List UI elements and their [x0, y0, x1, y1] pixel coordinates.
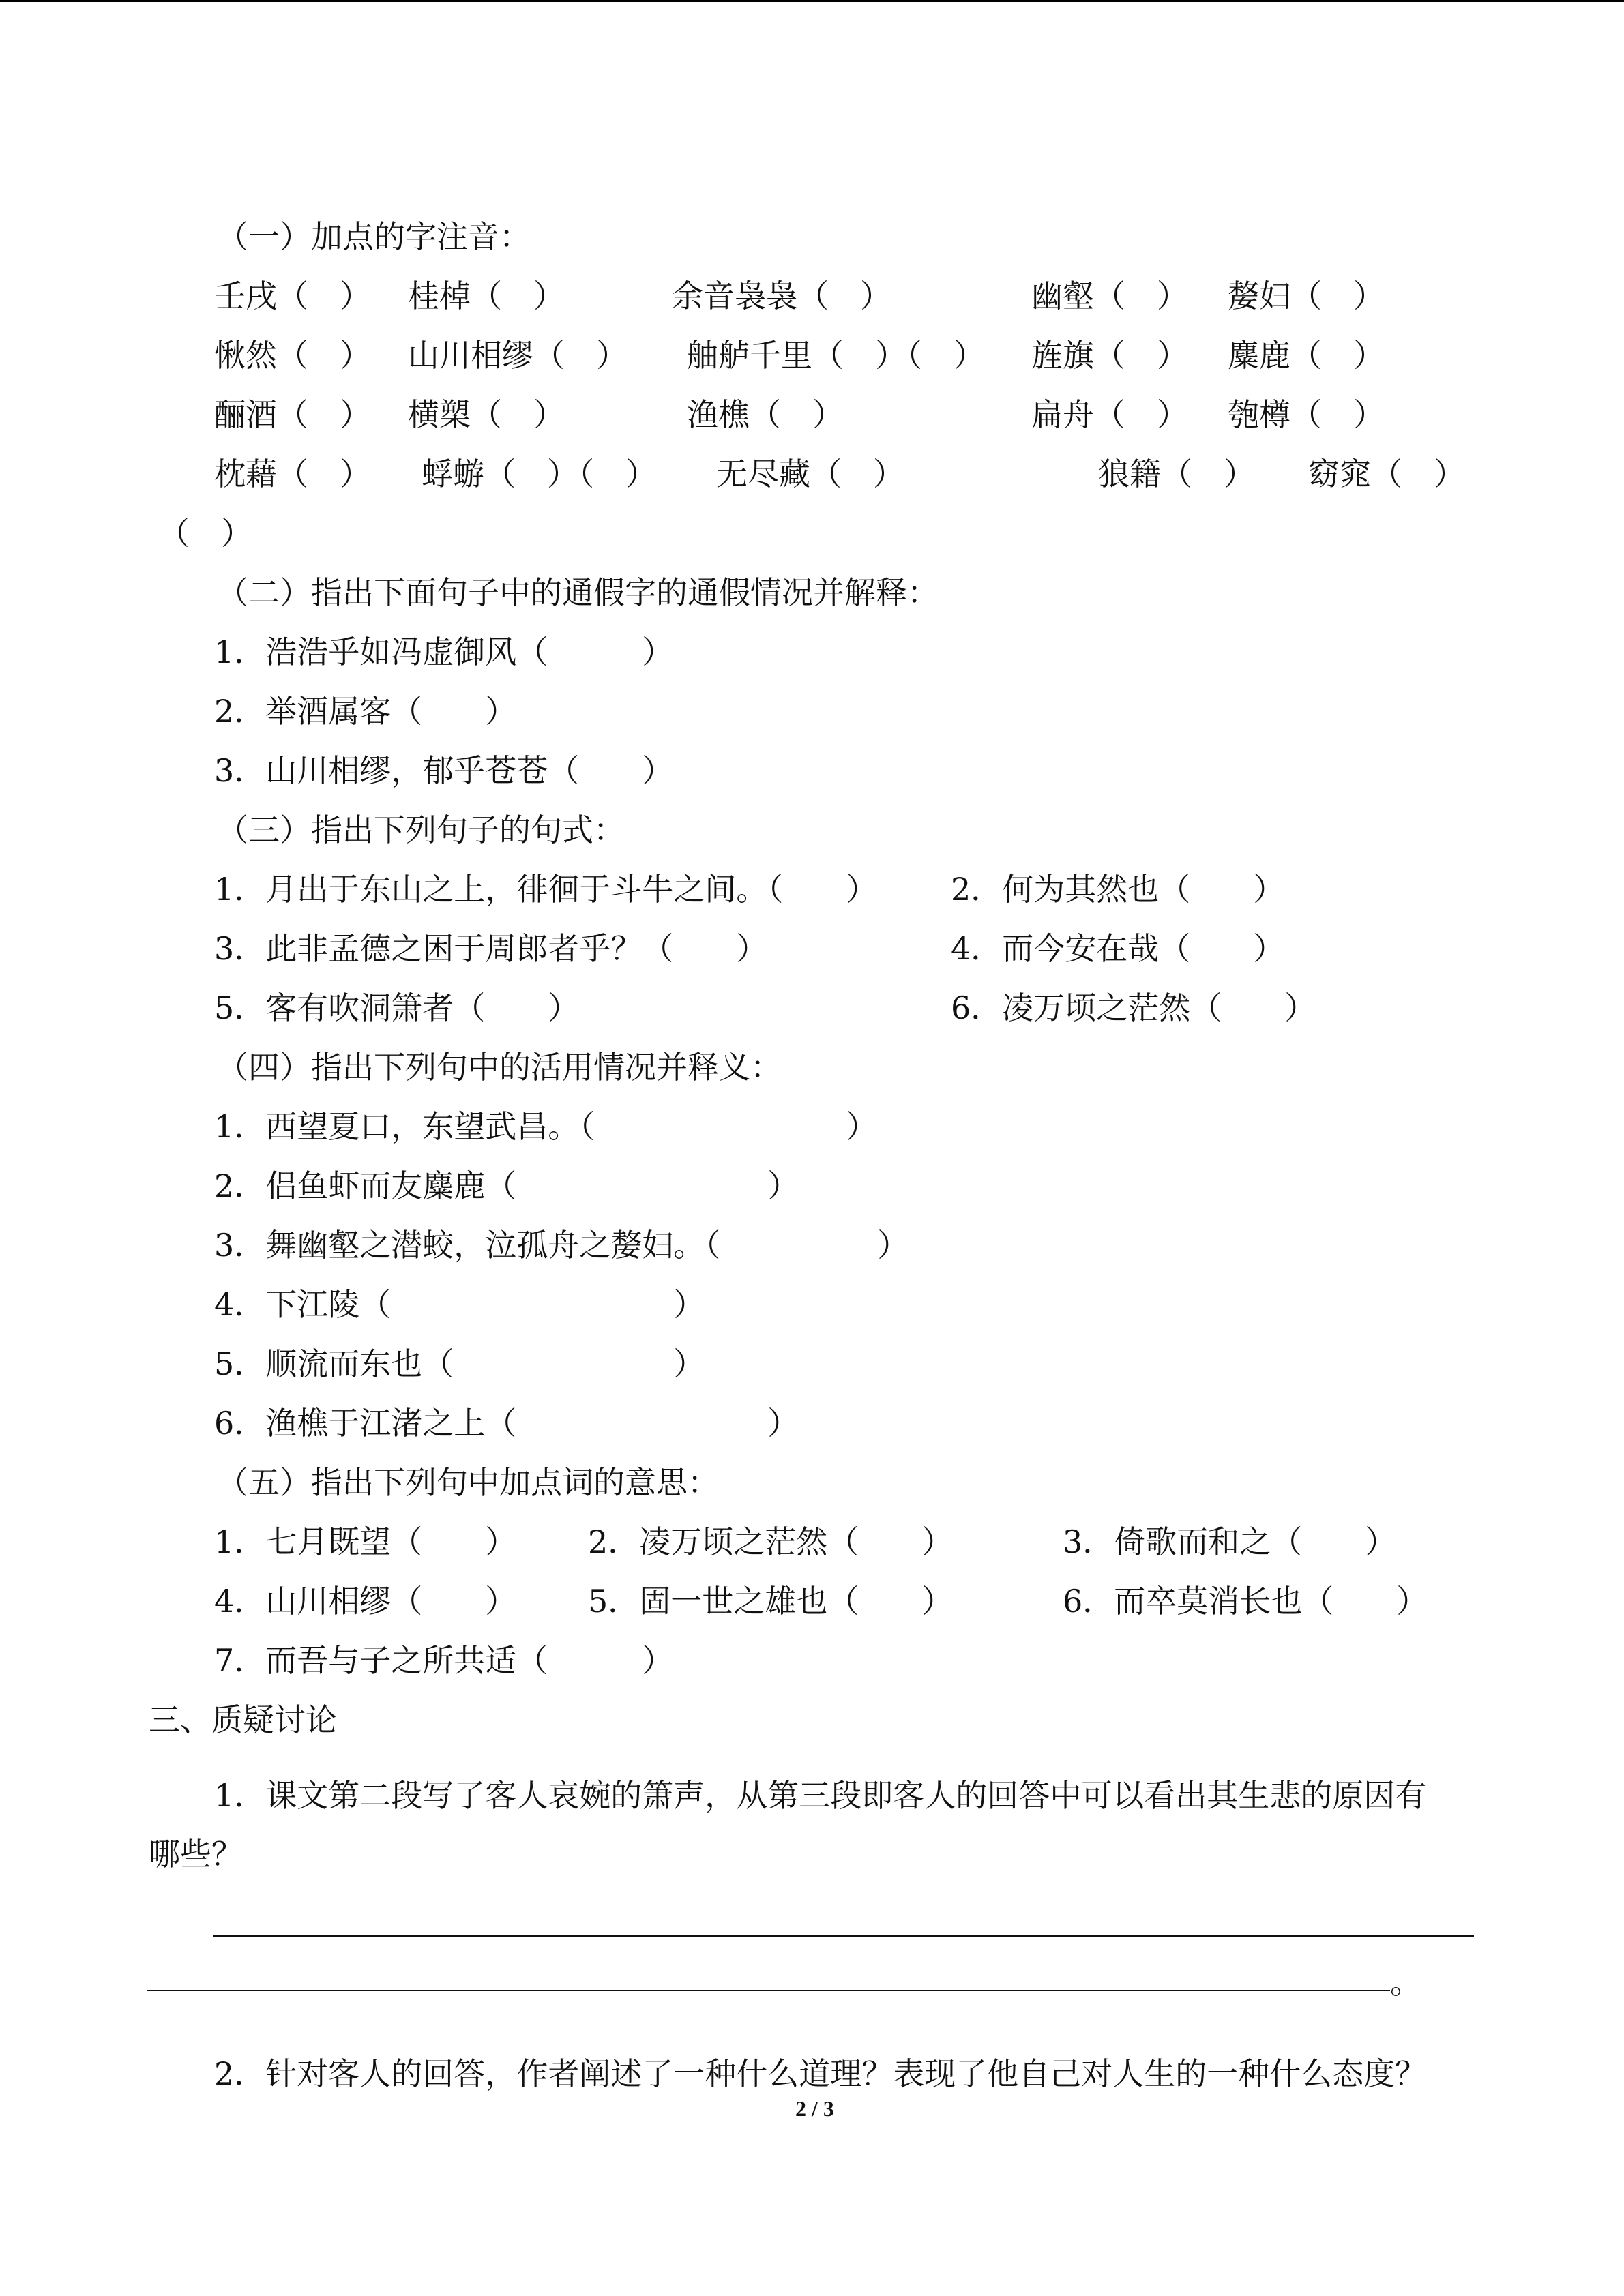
pinyin-item: 桂棹（ ） — [408, 278, 565, 314]
pinyin-item: 麋鹿（ ） — [1228, 337, 1385, 374]
list-item: 4．而今安在哉（ ） — [951, 930, 1285, 967]
pinyin-item: 嫠妇（ ） — [1228, 278, 1385, 314]
pinyin-item: 扁舟（ ） — [1031, 396, 1188, 433]
pinyin-item: 渔樵（ ） — [687, 396, 844, 433]
section-2-heading: （二）指出下面句子中的通假字的通假情况并解释： — [217, 574, 939, 611]
list-item: 4．下江陵（ ） — [214, 1286, 705, 1323]
pinyin-item: 旌旗（ ） — [1031, 337, 1188, 374]
list-item: 5．顺流而东也（ ） — [214, 1345, 705, 1382]
page-number: 2 / 3 — [795, 2096, 834, 2121]
list-item: 3．山川相缪，郁乎苍苍（ ） — [214, 752, 674, 789]
pinyin-item: 酾酒（ ） — [214, 396, 371, 433]
list-item: 6．凌万顷之茫然（ ） — [951, 989, 1316, 1026]
pinyin-item: 匏樽（ ） — [1228, 396, 1385, 433]
pinyin-item: 山川相缪（ ） — [408, 337, 628, 374]
list-item: 2．凌万顷之茫然（ ） — [588, 1523, 954, 1560]
list-item: 5．固一世之雄也（ ） — [588, 1583, 954, 1620]
question-1-line-1: 1．课文第二段写了客人哀婉的箫声，从第三段即客人的回答中可以看出其生悲的原因有 — [214, 1777, 1427, 1814]
pinyin-item: 狼籍（ ） — [1098, 456, 1255, 492]
section-1-heading: （一）加点的字注音： — [217, 218, 531, 255]
section-4-heading: （四）指出下列句中的活用情况并释义： — [217, 1049, 782, 1086]
list-item: 6．渔樵于江渚之上（ ） — [214, 1405, 799, 1442]
list-item: 1．浩浩乎如冯虚御风（ ） — [214, 633, 674, 670]
list-item: 1．月出于东山之上，徘徊于斗牛之间。（ ） — [214, 871, 878, 908]
pinyin-wrap: （ ） — [158, 515, 252, 552]
pinyin-item: 窈窕（ ） — [1308, 456, 1465, 492]
list-item: 2．何为其然也（ ） — [951, 871, 1285, 908]
list-item: 6．而卒莫消长也（ ） — [1063, 1583, 1428, 1620]
section-3-heading: （三）指出下列句子的句式： — [217, 811, 625, 848]
pinyin-item: 横槊（ ） — [408, 396, 565, 433]
list-item: 3．倚歌而和之（ ） — [1063, 1523, 1397, 1560]
list-item: 2．举酒属客（ ） — [214, 693, 517, 730]
pinyin-item: 舳舻千里（ ）（ ） — [687, 337, 985, 374]
part-3-heading: 三、质疑讨论 — [149, 1701, 337, 1738]
question-2: 2．针对客人的回答，作者阐述了一种什么道理？表现了他自己对人生的一种什么态度？ — [214, 2055, 1427, 2092]
pinyin-item: 愀然（ ） — [214, 337, 371, 374]
answer-line — [213, 1935, 1474, 1937]
pinyin-item: 余音袅袅（ ） — [672, 278, 891, 314]
list-item: 3．此非孟德之困于周郎者乎？（ ） — [214, 930, 768, 967]
section-5-heading: （五）指出下列句中加点词的意思： — [217, 1464, 719, 1501]
list-item: 1．七月既望（ ） — [214, 1523, 517, 1560]
pinyin-item: 无尽藏（ ） — [716, 456, 904, 492]
list-item: 2．侣鱼虾而友麋鹿（ ） — [214, 1167, 799, 1204]
pinyin-item: 蜉蝣（ ）（ ） — [422, 456, 657, 492]
list-item: 1．西望夏口，东望武昌。（ ） — [214, 1108, 878, 1145]
list-item: 7．而吾与子之所共适（ ） — [214, 1642, 674, 1679]
answer-line — [147, 1990, 1390, 1991]
list-item: 4．山川相缪（ ） — [214, 1583, 517, 1620]
list-item: 3．舞幽壑之潜蛟，泣孤舟之嫠妇。（ ） — [214, 1227, 909, 1264]
question-1-line-2: 哪些？ — [149, 1836, 243, 1873]
pinyin-item: 幽壑（ ） — [1031, 278, 1188, 314]
list-item: 5．客有吹洞箫者（ ） — [214, 989, 580, 1026]
pinyin-item: 枕藉（ ） — [214, 456, 371, 492]
answer-period: 。 — [1390, 1964, 1421, 2001]
pinyin-item: 壬戌（ ） — [214, 278, 371, 314]
